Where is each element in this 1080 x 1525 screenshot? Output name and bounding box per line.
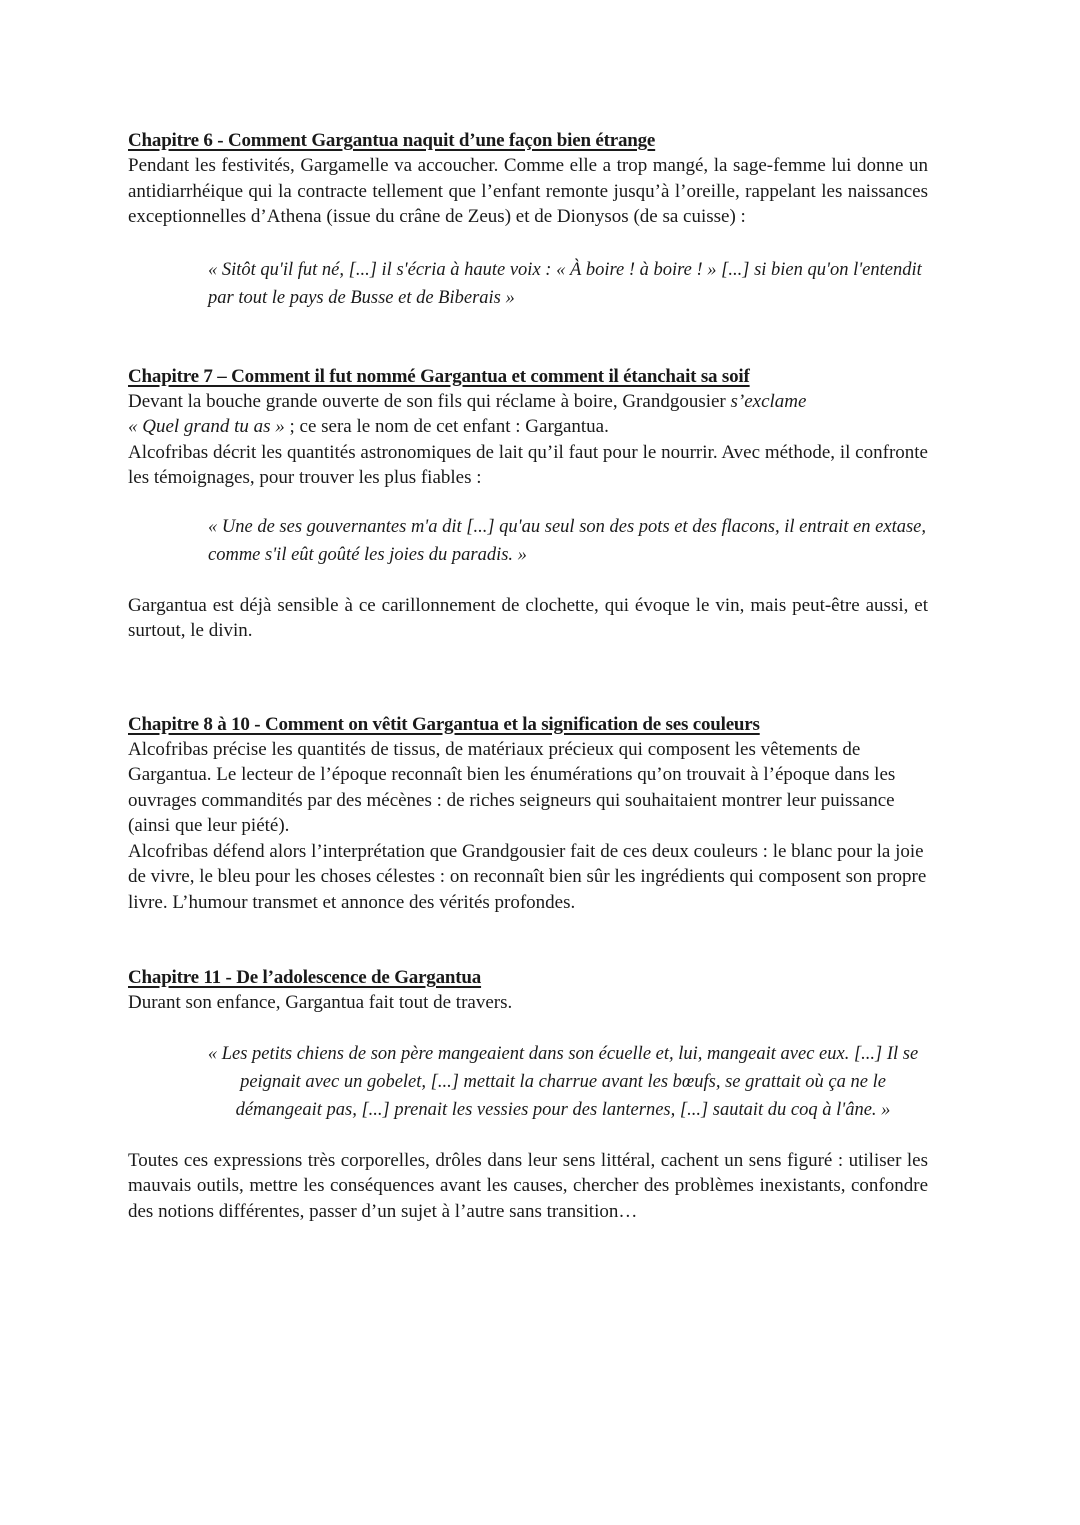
chapter-7-line1-text: Devant la bouche grande ouverte de son fils qui réclame à boire, Grandgousier: [128, 390, 731, 412]
document-page: [128, 128, 928, 1224]
chapter-11-heading: Chapitre 11 - De l’adolescence de Gargantua: [128, 967, 482, 988]
chapter-8-10-paragraph-1: Alcofribas précise les quantités de tissus, de matériaux précieux qui composent les vêtements de Gargantua. Le lecteur de l’époque reconnaît bien les énumérations qu’on trouvait à l’époque dans les ouvrages commandités par des mécènes : de riches seigneurs qui souhaitaient montrer leur puissance (ainsi que leur piété).: [128, 738, 896, 836]
chapter-6: [128, 128, 928, 312]
chapter-7-paragraph-1: [128, 389, 928, 440]
chapter-8-10-heading: Chapitre 8 à 10 - Comment on vêtit Gargantua et la signification de ses couleurs: [128, 713, 760, 735]
chapter-11-paragraph-2: Toutes ces expressions très corporelles, drôles dans leur sens littéral, cachent un sens figuré : utiliser les mauvais outils, mettre les conséquences avant les causes, chercher des problèmes inexistants, confondre des notions différentes, passer d’un sujet à l’autre sans transition…: [128, 1149, 928, 1222]
chapter-8-10-paragraph-2: Alcofribas défend alors l’interprétation que Grandgousier fait de ces deux couleurs : le blanc pour la joie de vivre, le bleu pour les choses célestes : on reconnaît bien sûr les ingrédients qui composent son propre livre. L’humour transmet et annonce des vérités profondes.: [128, 840, 927, 913]
chapter-7-quote-inline: « Quel grand tu as »: [128, 416, 285, 437]
chapter-7-paragraph-2: Alcofribas décrit les quantités astronomiques de lait qu’il faut pour le nourrir. Avec méthode, il confronte les témoignages, pour trouver les plus fiables :: [128, 441, 928, 488]
chapter-6-quote: « Sitôt qu'il fut né, [...] il s'écria à haute voix : « À boire ! à boire ! » [...] si bien qu'on l'entendit par tout le pays de Busse et de Biberais »: [208, 259, 922, 308]
chapter-8-10: [128, 712, 928, 916]
chapter-7-line1-italic: s’exclame: [730, 390, 807, 412]
chapter-6-heading: Chapitre 6 - Comment Gargantua naquit d’une façon bien étrange: [128, 130, 656, 151]
chapter-6-paragraph: Pendant les festivités, Gargamelle va accoucher. Comme elle a trop mangé, la sage-femme lui donne un antidiarrhéique qui la contracte tellement que l’enfant remonte jusqu’à l’oreille, rappelant les naissances exceptionnelles d’Athena (issue du crâne de Zeus) et de Dionysos (de sa cuisse) :: [128, 155, 928, 227]
chapter-7-heading: Chapitre 7 – Comment il fut nommé Gargantua et comment il étanchait sa soif: [128, 365, 750, 387]
chapter-11-paragraph-1: Durant son enfance, Gargantua fait tout de travers.: [128, 992, 513, 1013]
chapter-11-quote: « Les petits chiens de son père mangeaient dans son écuelle et, lui, mangeait avec eux. [...] Il se peignait avec un gobelet, [...] mettait la charrue avant les bœufs, se grattait où ça ne le démangeait pas, [...] prenait les vessies pour des lanternes, [...] sautait du coq à l'âne. »: [207, 1043, 919, 1120]
chapter-11: [128, 965, 928, 1224]
chapter-7-paragraph-3: Gargantua est déjà sensible à ce carillonnement de clochette, qui évoque le vin, mais peut-être aussi, et surtout, le divin.: [128, 594, 928, 641]
chapter-7: [128, 364, 928, 644]
chapter-7-quote: « Une de ses gouvernantes m'a dit [...] qu'au seul son des pots et des flacons, il entrait en extase, comme s'il eût goûté les joies du paradis. »: [208, 516, 927, 565]
chapter-7-line2-text: ; ce sera le nom de cet enfant : Gargantua.: [284, 416, 609, 437]
